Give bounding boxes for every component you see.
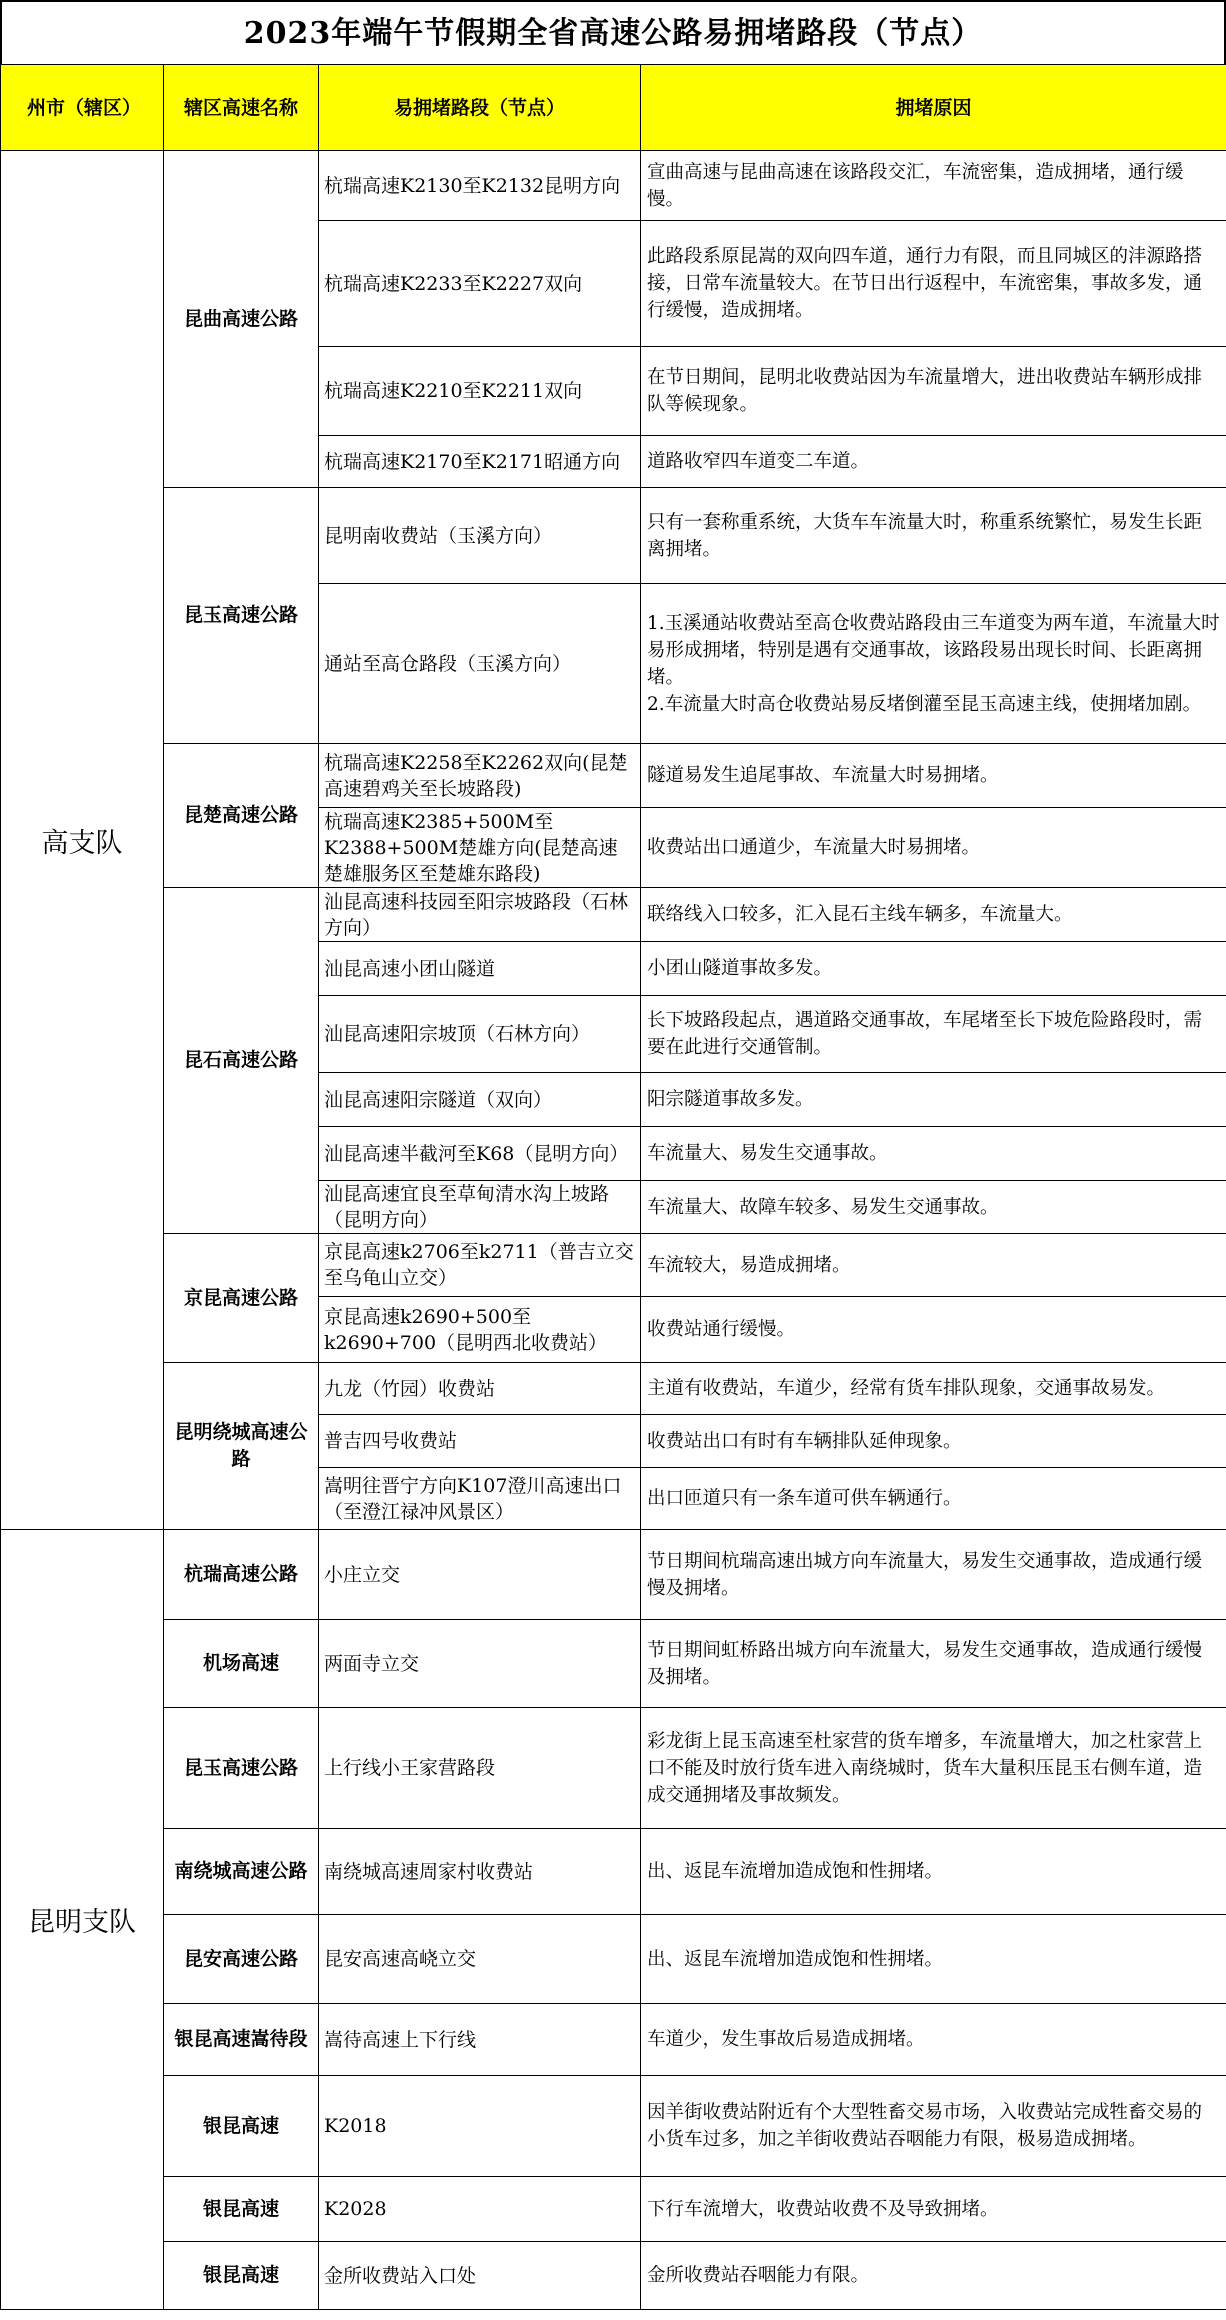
reason-cell: 主道有收费站，车道少，经常有货车排队现象，交通事故易发。 bbox=[641, 1363, 1226, 1415]
header-row bbox=[1, 65, 1226, 151]
table-row bbox=[1, 2076, 1226, 2177]
table-row bbox=[1, 2177, 1226, 2242]
reason-cell: 下行车流增大，收费站收费不及导致拥堵。 bbox=[641, 2177, 1226, 2242]
table-row bbox=[1, 151, 1226, 221]
highway-cell: 杭瑞高速公路 bbox=[164, 1530, 319, 1620]
reason-cell: 车流较大，易造成拥堵。 bbox=[641, 1234, 1226, 1297]
segment-cell: 九龙（竹园）收费站 bbox=[319, 1363, 641, 1415]
highway-cell: 银昆高速 bbox=[164, 2242, 319, 2310]
table-row bbox=[1, 888, 1226, 942]
segment-cell: 普吉四号收费站 bbox=[319, 1415, 641, 1468]
highway-cell: 京昆高速公路 bbox=[164, 1234, 319, 1363]
reason-cell: 道路收窄四车道变二车道。 bbox=[641, 436, 1226, 488]
table-row bbox=[1, 488, 1226, 584]
segment-cell: 杭瑞高速K2130至K2132昆明方向 bbox=[319, 151, 641, 221]
reason-cell: 隧道易发生追尾事故、车流量大时易拥堵。 bbox=[641, 744, 1226, 808]
segment-cell: 京昆高速k2690+500至k2690+700（昆明西北收费站） bbox=[319, 1297, 641, 1363]
reason-cell: 在节日期间，昆明北收费站因为车流量增大，进出收费站车辆形成排队等候现象。 bbox=[641, 347, 1226, 436]
reason-cell: 车流量大、易发生交通事故。 bbox=[641, 1127, 1226, 1181]
highway-cell: 昆玉高速公路 bbox=[164, 488, 319, 744]
reason-cell: 节日期间杭瑞高速出城方向车流量大，易发生交通事故，造成通行缓慢及拥堵。 bbox=[641, 1530, 1226, 1620]
highway-cell: 银昆高速 bbox=[164, 2177, 319, 2242]
highway-cell: 机场高速 bbox=[164, 1620, 319, 1708]
header-segment: 易拥堵路段（节点） bbox=[319, 65, 641, 151]
highway-cell: 南绕城高速公路 bbox=[164, 1829, 319, 1915]
segment-cell: K2028 bbox=[319, 2177, 641, 2242]
reason-cell: 此路段系原昆嵩的双向四车道，通行力有限，而且同城区的沣源路搭接，日常车流量较大。在节日出行返程中，车流密集，事故多发，通行缓慢，造成拥堵。 bbox=[641, 221, 1226, 347]
table-row bbox=[1, 1363, 1226, 1415]
table-row bbox=[1, 2004, 1226, 2076]
reason-cell: 出、返昆车流增加造成饱和性拥堵。 bbox=[641, 1829, 1226, 1915]
segment-cell: 杭瑞高速K2170至K2171昭通方向 bbox=[319, 436, 641, 488]
header-city bbox=[1, 65, 164, 151]
segment-cell: 汕昆高速小团山隧道 bbox=[319, 942, 641, 996]
highway-cell: 昆明绕城高速公路 bbox=[164, 1363, 319, 1530]
reason-cell: 宣曲高速与昆曲高速在该路段交汇，车流密集，造成拥堵，通行缓慢。 bbox=[641, 151, 1226, 221]
table-row bbox=[1, 744, 1226, 808]
reason-cell: 车流量大、故障车较多、易发生交通事故。 bbox=[641, 1181, 1226, 1234]
table-row bbox=[1, 1829, 1226, 1915]
highway-cell: 昆玉高速公路 bbox=[164, 1708, 319, 1829]
highway-cell: 昆石高速公路 bbox=[164, 888, 319, 1234]
unit-cell: 昆明支队 bbox=[1, 1530, 164, 2310]
reason-cell: 金所收费站吞咽能力有限。 bbox=[641, 2242, 1226, 2310]
segment-cell: 嵩待高速上下行线 bbox=[319, 2004, 641, 2076]
reason-cell: 联络线入口较多，汇入昆石主线车辆多，车流量大。 bbox=[641, 888, 1226, 942]
reason-cell: 彩龙街上昆玉高速至杜家营的货车增多，车流量增大，加之杜家营上口不能及时放行货车进入南绕城时，货车大量积压昆玉右侧车道，造成交通拥堵及事故频发。 bbox=[641, 1708, 1226, 1829]
segment-cell: 金所收费站入口处 bbox=[319, 2242, 641, 2310]
header-reason: 拥堵原因 bbox=[641, 65, 1226, 151]
reason-cell: 因羊街收费站附近有个大型牲畜交易市场，入收费站完成牲畜交易的小货车过多，加之羊街收费站吞咽能力有限，极易造成拥堵。 bbox=[641, 2076, 1226, 2177]
segment-cell: 两面寺立交 bbox=[319, 1620, 641, 1708]
segment-cell: 汕昆高速科技园至阳宗坡路段（石林方向） bbox=[319, 888, 641, 942]
segment-cell: 小庄立交 bbox=[319, 1530, 641, 1620]
reason-cell: 只有一套称重系统，大货车车流量大时，称重系统繁忙，易发生长距离拥堵。 bbox=[641, 488, 1226, 584]
document-title: 2023年端午节假期全省高速公路易拥堵路段（节点） bbox=[0, 0, 1226, 64]
segment-cell: 汕昆高速阳宗隧道（双向） bbox=[319, 1073, 641, 1127]
highway-cell: 银昆高速嵩待段 bbox=[164, 2004, 319, 2076]
highway-cell: 昆安高速公路 bbox=[164, 1915, 319, 2004]
segment-cell: 杭瑞高速K2233至K2227双向 bbox=[319, 221, 641, 347]
table-row bbox=[1, 1530, 1226, 1620]
highway-cell: 银昆高速 bbox=[164, 2076, 319, 2177]
reason-cell: 出、返昆车流增加造成饱和性拥堵。 bbox=[641, 1915, 1226, 2004]
reason-cell: 阳宗隧道事故多发。 bbox=[641, 1073, 1226, 1127]
segment-cell: K2018 bbox=[319, 2076, 641, 2177]
reason-cell: 1.玉溪通站收费站至高仓收费站路段由三车道变为两车道，车流量大时易形成拥堵，特别是遇有交通事故，该路段易出现长时间、长距离拥堵。 2.车流量大时高仓收费站易反堵倒灌至昆玉高速主线，使拥堵加剧。 bbox=[641, 584, 1226, 744]
table-row bbox=[1, 1708, 1226, 1829]
reason-cell: 节日期间虹桥路出城方向车流量大，易发生交通事故，造成通行缓慢及拥堵。 bbox=[641, 1620, 1226, 1708]
segment-cell: 汕昆高速宜良至草甸清水沟上坡路（昆明方向） bbox=[319, 1181, 641, 1234]
congestion-table bbox=[0, 64, 1226, 2310]
reason-cell: 收费站出口通道少，车流量大时易拥堵。 bbox=[641, 808, 1226, 888]
segment-cell: 汕昆高速半截河至K68（昆明方向） bbox=[319, 1127, 641, 1181]
header-highway: 辖区高速名称 bbox=[164, 65, 319, 151]
table-row bbox=[1, 2242, 1226, 2310]
segment-cell: 杭瑞高速K2210至K2211双向 bbox=[319, 347, 641, 436]
reason-cell: 出口匝道只有一条车道可供车辆通行。 bbox=[641, 1468, 1226, 1530]
header-city-text: 州市（辖区） bbox=[27, 96, 142, 119]
table-row bbox=[1, 1915, 1226, 2004]
segment-cell: 杭瑞高速K2385+500M至K2388+500M楚雄方向(昆楚高速楚雄服务区至楚雄东路段) bbox=[319, 808, 641, 888]
reason-cell: 收费站通行缓慢。 bbox=[641, 1297, 1226, 1363]
table-row bbox=[1, 1620, 1226, 1708]
segment-cell: 嵩明往晋宁方向K107澄川高速出口（至澄江禄冲风景区） bbox=[319, 1468, 641, 1530]
segment-cell: 汕昆高速阳宗坡顶（石林方向） bbox=[319, 996, 641, 1073]
reason-cell: 长下坡路段起点，遇道路交通事故，车尾堵至长下坡危险路段时，需要在此进行交通管制。 bbox=[641, 996, 1226, 1073]
segment-cell: 昆明南收费站（玉溪方向） bbox=[319, 488, 641, 584]
reason-cell: 小团山隧道事故多发。 bbox=[641, 942, 1226, 996]
reason-cell: 收费站出口有时有车辆排队延伸现象。 bbox=[641, 1415, 1226, 1468]
segment-cell: 京昆高速k2706至k2711（普吉立交至乌龟山立交） bbox=[319, 1234, 641, 1297]
segment-cell: 通站至高仓路段（玉溪方向） bbox=[319, 584, 641, 744]
segment-cell: 南绕城高速周家村收费站 bbox=[319, 1829, 641, 1915]
unit-cell: 高支队 bbox=[1, 151, 164, 1530]
segment-cell: 昆安高速高峣立交 bbox=[319, 1915, 641, 2004]
segment-cell: 杭瑞高速K2258至K2262双向(昆楚高速碧鸡关至长坡路段) bbox=[319, 744, 641, 808]
highway-cell: 昆楚高速公路 bbox=[164, 744, 319, 888]
highway-cell: 昆曲高速公路 bbox=[164, 151, 319, 488]
segment-cell: 上行线小王家营路段 bbox=[319, 1708, 641, 1829]
table-row bbox=[1, 1234, 1226, 1297]
reason-cell: 车道少，发生事故后易造成拥堵。 bbox=[641, 2004, 1226, 2076]
